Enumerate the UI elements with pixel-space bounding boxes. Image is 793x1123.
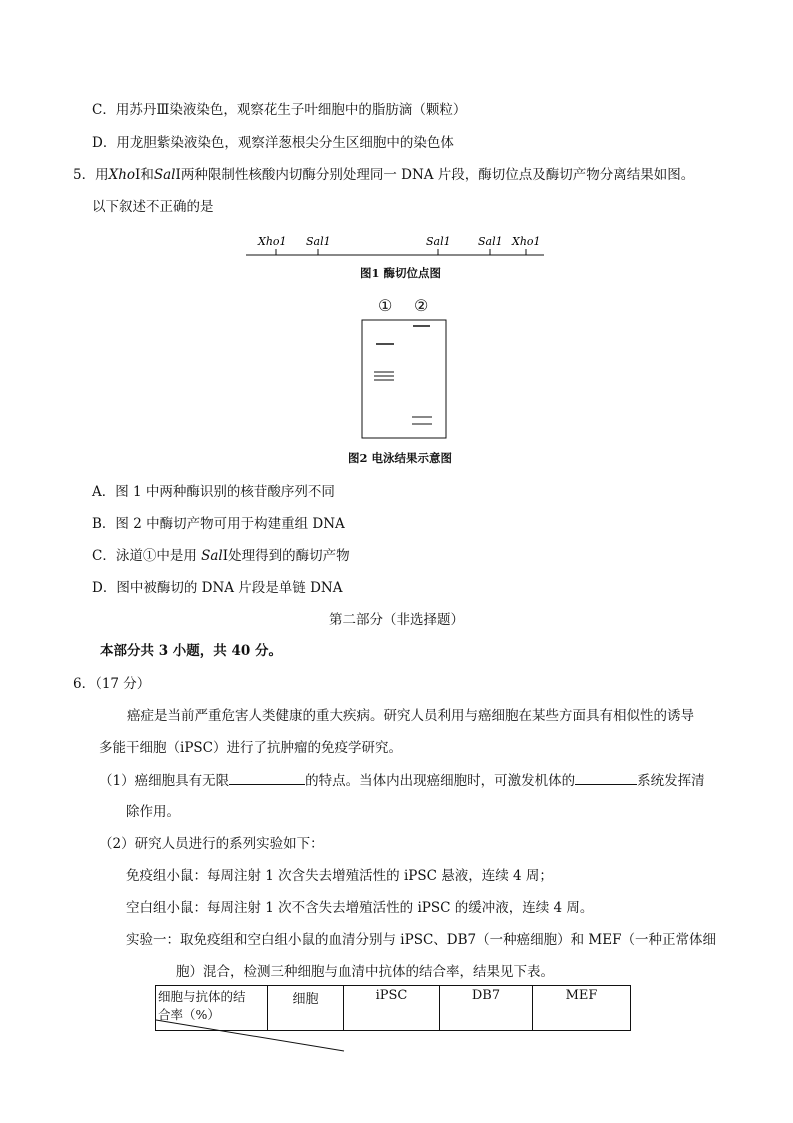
q5-enzyme2: Sal [153, 167, 176, 183]
table-header-cell: MEF [533, 986, 631, 1031]
q6-header: 6．（17 分） [73, 676, 151, 692]
q6-blank-group: 空白组小鼠：每周注射 1 次不含失去增殖活性的 iPSC 的缓冲液，连续 4 周。 [126, 900, 594, 916]
fig2-gel [0, 315, 793, 445]
fig2-lane-2-label: ② [414, 296, 429, 315]
q4-option-d: D．用龙胆紫染液染色，观察洋葱根尖分生区细胞中的染色体 [92, 135, 454, 151]
q5-option-c-pre: C．泳道①中是用 [92, 548, 202, 564]
table-corner-label: 细胞 [268, 986, 344, 1031]
q6-answer-blank-1[interactable] [229, 770, 305, 785]
q6-answer-blank-2[interactable] [575, 770, 637, 785]
part2-description: 本部分共 3 小题，共 40 分。 [100, 643, 282, 659]
q6-part1-line2: 除作用。 [126, 804, 180, 820]
fig1-restriction-map [0, 228, 793, 298]
table-diagonal-line [0, 1005, 793, 1085]
q5-option-c-enzyme: Sal [201, 548, 223, 564]
q6-exp1-line1: 实验一：取免疫组和空白组小鼠的血清分别与 iPSC、DB7（一种癌细胞）和 MEF（一种正常体细 [126, 932, 716, 948]
table-header-cell: iPSC [344, 986, 440, 1031]
q5-option-b: B．图 2 中酶切产物可用于构建重组 DNA [92, 516, 345, 532]
fig1-site-label: Sal1 [478, 235, 503, 248]
q6-part1 [99, 770, 705, 791]
table-corner-bottom: 合率（%） [158, 1007, 220, 1022]
q5-enzyme1: Xho [108, 167, 136, 183]
q5-option-d: D．图中被酶切的 DNA 片段是单链 DNA [92, 580, 343, 596]
q6-part1-a: （1）癌细胞具有无限 [99, 773, 230, 789]
fig1-site-label: Xho1 [512, 235, 541, 248]
q5-stem [73, 165, 694, 185]
table-header-cell: DB7 [440, 986, 533, 1031]
q5-enzyme1-roman: Ⅰ [135, 167, 141, 183]
q5-option-a: A．图 1 中两种酶识别的核苷酸序列不同 [92, 484, 335, 500]
q5-enzyme2-roman: Ⅰ [175, 167, 181, 183]
q6-immune-group: 免疫组小鼠：每周注射 1 次含失去增殖活性的 iPSC 悬液，连续 4 周； [126, 868, 553, 884]
fig2-gel-frame [362, 320, 446, 438]
table-corner-top: 细胞与抗体的结 [158, 989, 246, 1004]
fig1-site-label: Xho1 [258, 235, 287, 248]
q6-intro-line2: 多能干细胞（iPSC）进行了抗肿瘤的免疫学研究。 [99, 740, 402, 756]
fig1-site-label: Sal1 [426, 235, 451, 248]
q5-option-c-post: 处理得到的酶切产物 [228, 548, 350, 564]
q6-part1-b: 的特点。当体内出现癌细胞时，可激发机体的 [305, 773, 576, 789]
q4-option-c: C．用苏丹Ⅲ染液染色，观察花生子叶细胞中的脂肪滴（颗粒） [92, 102, 467, 118]
fig2-lane-1-label: ① [378, 296, 393, 315]
q6-part2-head: （2）研究人员进行的系列实验如下： [99, 836, 324, 852]
q5-option-c-roman: Ⅰ [222, 548, 229, 564]
q5-stem-num: 5．用 [73, 167, 109, 183]
q5-and: 和 [140, 167, 154, 183]
fig1-caption: 图1 酶切位点图 [360, 266, 442, 280]
q5-option-c [92, 546, 350, 566]
q6-exp1-line2: 胞）混合，检测三种细胞与血清中抗体的结合率，结果见下表。 [176, 964, 554, 980]
part2-title: 第二部分（非选择题） [329, 612, 464, 628]
q6-part1-c: 系统发挥清 [637, 773, 705, 789]
fig1-site-label: Sal1 [306, 235, 331, 248]
q6-intro-line1: 癌症是当前严重危害人类健康的重大疾病。研究人员利用与癌细胞在某些方面具有相似性的诱导 [127, 708, 694, 724]
q5-stem-rest: 两种限制性核酸内切酶分别处理同一 DNA 片段，酶切位点及酶切产物分离结果如图。 [180, 167, 695, 183]
fig2-caption: 图2 电泳结果示意图 [348, 451, 453, 465]
q5-stem-line2: 以下叙述不正确的是 [92, 199, 214, 215]
